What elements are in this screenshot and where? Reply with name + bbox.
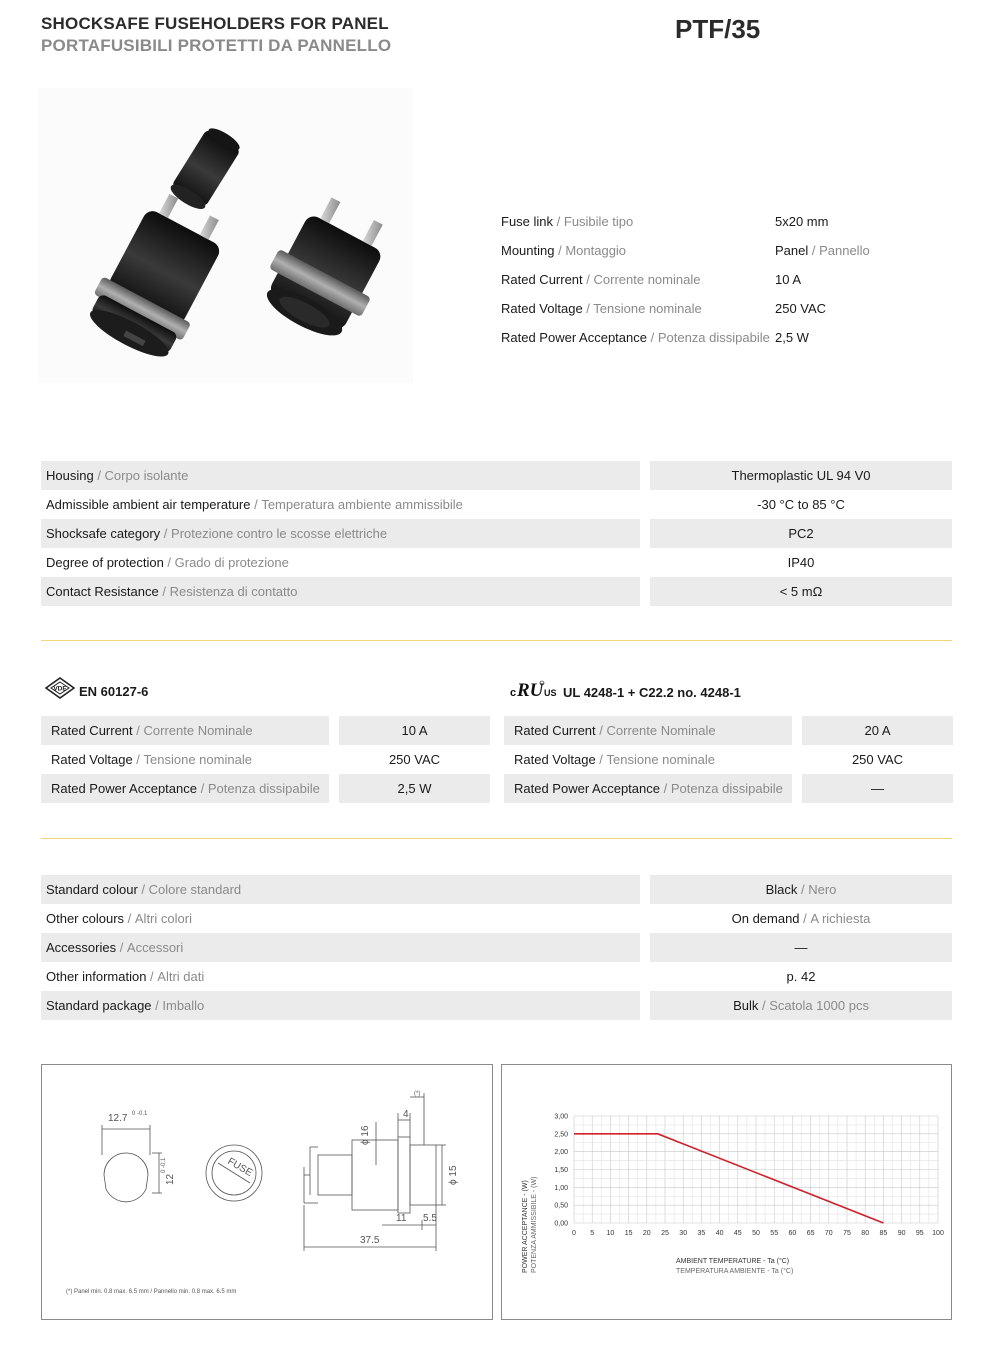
row-value: 10 A — [401, 723, 428, 738]
section-divider — [41, 838, 952, 839]
spec-label: Mounting — [501, 243, 555, 258]
row-label: Standard package — [46, 998, 152, 1013]
y-tick-label: 0,50 — [554, 1202, 568, 1210]
row-label-it: Tensione nominale — [606, 752, 715, 767]
row-value: PC2 — [788, 526, 814, 541]
x-tick-label: 25 — [661, 1230, 669, 1237]
row-label: Rated Current — [514, 723, 596, 738]
table-row: Accessories / Accessori — — [41, 933, 952, 962]
svg-text:VDE: VDE — [53, 685, 67, 692]
spec-row-power: Rated Power Acceptance / Potenza dissipabile 2,5 W — [501, 330, 809, 345]
spec-label-it: Corrente nominale — [593, 272, 701, 287]
row-label: Degree of protection — [46, 555, 164, 570]
x-tick-label: 65 — [806, 1230, 815, 1237]
spec-label-it: Montaggio — [565, 243, 627, 258]
table-row: Rated Voltage / Tensione nominale 250 VAC — [51, 752, 441, 767]
x-tick-label: 95 — [915, 1230, 924, 1237]
value-separator: / — [758, 998, 770, 1013]
x-tick-label: 5 — [590, 1230, 595, 1237]
ul-logo-icon — [509, 679, 559, 699]
product-code: PTF/35 — [675, 14, 761, 44]
row-value: 20 A — [864, 723, 891, 738]
row-value: Bulk — [733, 998, 759, 1013]
table-row: Rated Current / Corrente Nominale 10 A — [41, 716, 490, 745]
row-label-it: Corrente Nominale — [606, 723, 716, 738]
row-value: < 5 mΩ — [779, 584, 823, 599]
table-row: Rated Power Acceptance / Potenza dissipabile 2,5 W — [41, 774, 490, 803]
spec-value: 2,5 W — [775, 330, 809, 345]
row-label: Rated Power Acceptance — [51, 781, 197, 796]
dim-d16: ϕ 16 — [360, 1125, 371, 1145]
y-tick-label: 3,00 — [554, 1113, 568, 1121]
spec-value: Panel — [775, 243, 809, 258]
table-row: Admissible ambient air temperature / Temperatura ambiente ammissibile -30 °C to 85 °C — [46, 497, 845, 512]
table-row: Degree of protection / Grado di protezione IP40 — [46, 555, 815, 570]
row-label-it: Colore standard — [148, 882, 242, 897]
row-label: Contact Resistance — [46, 584, 159, 599]
x-tick-label: 15 — [624, 1230, 633, 1237]
spec-label-it: Tensione nominale — [593, 301, 702, 316]
table-row: Rated Voltage / Tensione nominale 250 VAC — [514, 752, 904, 767]
svg-text:RU: RU — [517, 680, 544, 699]
main-specs — [501, 207, 961, 352]
cert-vde-table — [41, 716, 490, 803]
table-row: Housing / Corpo isolante Thermoplastic UL 94 V0 — [41, 461, 952, 490]
row-label: Standard colour — [46, 882, 138, 897]
x-tick-label: 40 — [715, 1230, 724, 1237]
y-tick-label: 2,00 — [554, 1149, 568, 1157]
spec-value: 10 A — [775, 272, 802, 287]
spec-label: Rated Current — [501, 272, 583, 287]
table-row: Other information / Altri dati p. 42 — [46, 969, 816, 984]
spec-label: Rated Voltage — [501, 301, 583, 316]
row-label-it: Altri colori — [134, 911, 192, 926]
row-label: Accessories — [46, 940, 117, 955]
cert-ul-standard: UL 4248-1 + C22.2 no. 4248-1 — [563, 685, 741, 700]
table-row: Standard colour / Colore standard Black / Nero — [41, 875, 952, 904]
dim-width: 12.7 — [108, 1113, 128, 1124]
row-label: Housing — [46, 468, 94, 483]
dim-5-5: 5.5 — [423, 1213, 437, 1224]
technical-drawing-box — [41, 1064, 493, 1320]
table-row: Standard package / Imballo Bulk / Scatola 1000 pcs — [41, 991, 952, 1020]
row-label-it: Temperatura ambiente ammissibile — [261, 497, 463, 512]
derating-chart-box — [501, 1064, 952, 1320]
derating-chart — [502, 1065, 951, 1319]
row-value-it: A richiesta — [810, 911, 871, 926]
x-tick-label: 45 — [733, 1230, 742, 1237]
x-tick-label: 90 — [897, 1230, 906, 1237]
row-label-it: Protezione contro le scosse elettriche — [171, 526, 388, 541]
dim-d15: ϕ 15 — [448, 1165, 459, 1185]
y-tick-label: 0,00 — [554, 1220, 568, 1228]
table-row: Contact Resistance / Resistenza di contatto < 5 mΩ — [41, 577, 952, 606]
chart-grid — [574, 1116, 938, 1223]
dim-width-tol: 0 -0.1 — [132, 1111, 148, 1117]
row-label-it: Tensione nominale — [143, 752, 252, 767]
svg-text:US: US — [544, 688, 557, 698]
row-label-it: Potenza dissipabile — [670, 781, 783, 796]
x-tick-label: 35 — [697, 1230, 706, 1237]
y-axis-label: POWER ACCEPTANCE - (W) — [522, 1180, 529, 1273]
svg-text:c: c — [510, 687, 517, 699]
row-label: Admissible ambient air temperature — [46, 497, 251, 512]
spec-row-rated-current: Rated Current / Corrente nominale 10 A — [501, 272, 802, 287]
spec-row-mounting: Mounting / Montaggio Panel / Pannello — [501, 243, 870, 258]
row-label: Rated Power Acceptance — [514, 781, 660, 796]
row-label-it: Potenza dissipabile — [207, 781, 320, 796]
x-tick-label: 70 — [824, 1230, 833, 1237]
table-row: Rated Current / Corrente Nominale 20 A — [504, 716, 953, 745]
x-tick-label: 55 — [770, 1230, 779, 1237]
x-tick-label: 60 — [788, 1230, 797, 1237]
spec-row-rated-voltage: Rated Voltage / Tensione nominale 250 VAC — [501, 301, 827, 316]
cert-ul-table — [504, 716, 953, 803]
row-value: -30 °C to 85 °C — [757, 497, 845, 512]
x-tick-label: 20 — [642, 1230, 651, 1237]
x-axis-label: AMBIENT TEMPERATURE - Ta (°C) — [676, 1258, 790, 1265]
spec-label-it: Fusibile tipo — [563, 214, 634, 229]
row-label: Rated Current — [51, 723, 133, 738]
row-label-it: Altri dati — [157, 969, 205, 984]
product-photo — [38, 88, 413, 383]
x-tick-label: 10 — [606, 1230, 615, 1237]
y-axis-label-it: POTENZA AMMISSIBILE - (W) — [531, 1176, 538, 1273]
title-italian: PORTAFUSIBILI PROTETTI DA PANNELLO — [41, 36, 392, 55]
row-value: 250 VAC — [851, 752, 904, 767]
dim-height-tol: 0 -0.1 — [161, 1157, 167, 1173]
row-label: Rated Voltage — [51, 752, 133, 767]
row-label-it: Corrente Nominale — [143, 723, 253, 738]
row-label-it: Imballo — [162, 998, 205, 1013]
table-row: Shocksafe category / Protezione contro le scosse elettriche PC2 — [41, 519, 952, 548]
x-tick-label: 80 — [861, 1230, 870, 1237]
row-value: IP40 — [787, 555, 815, 570]
x-tick-label: 100 — [932, 1230, 944, 1237]
x-tick-label: 0 — [572, 1230, 576, 1237]
x-tick-label: 50 — [752, 1230, 760, 1237]
row-value-it: Nero — [808, 882, 837, 897]
row-value: Black — [765, 882, 798, 897]
drawing-note: (*) Panel min. 0.8 max. 6.5 mm / Pannello min. 0.8 max. 6.5 mm — [66, 1289, 237, 1295]
row-label: Shocksafe category — [46, 526, 161, 541]
spec-value-it: Pannello — [819, 243, 870, 258]
x-axis-ticks — [572, 1230, 944, 1237]
x-axis-label-it: TEMPERATURA AMBIENTE - Ta (°C) — [676, 1268, 794, 1275]
spec-row-fuse-link: Fuse link / Fusibile tipo 5x20 mm — [501, 214, 829, 229]
spec-label: Rated Power Acceptance — [501, 330, 647, 345]
row-value: — — [794, 940, 808, 955]
row-value: — — [871, 781, 884, 796]
x-tick-label: 75 — [843, 1230, 851, 1237]
table-row: Rated Power Acceptance / Potenza dissipabile — — [504, 774, 953, 803]
row-label-it: Accessori — [126, 940, 184, 955]
y-tick-label: 2,50 — [554, 1131, 568, 1139]
cert-vde-heading — [45, 676, 148, 699]
row-label-it: Corpo isolante — [104, 468, 189, 483]
technical-drawing — [42, 1065, 492, 1319]
row-value: 2,5 W — [397, 781, 432, 796]
spec-label: Fuse link — [501, 214, 554, 229]
row-label: Other colours — [46, 911, 125, 926]
row-label: Other information — [46, 969, 147, 984]
table-row: Other colours / Altri colori On demand / A richiesta — [46, 911, 871, 926]
misc-table — [41, 875, 952, 1020]
dim-4: 4 — [403, 1109, 409, 1120]
row-value-it: Scatola 1000 pcs — [769, 998, 869, 1013]
y-tick-label: 1,00 — [554, 1184, 568, 1192]
dim-star: (*) — [414, 1091, 421, 1097]
section-divider — [41, 640, 952, 641]
row-value: p. 42 — [786, 969, 816, 984]
dim-11: 11 — [396, 1213, 407, 1224]
properties-table — [41, 461, 952, 606]
row-label-it: Resistenza di contatto — [169, 584, 298, 599]
cap-label: FUSE — [225, 1156, 255, 1179]
y-tick-label: 1,50 — [554, 1167, 568, 1174]
dim-height: 12 — [165, 1173, 176, 1185]
value-separator: / — [799, 911, 811, 926]
vde-logo-icon — [45, 677, 75, 699]
title-english: SHOCKSAFE FUSEHOLDERS FOR PANEL — [41, 14, 389, 33]
spec-label-it: Potenza dissipabile — [657, 330, 770, 345]
cert-ul-heading — [509, 678, 741, 700]
dim-37-5: 37.5 — [360, 1235, 380, 1246]
cert-vde-standard: EN 60127-6 — [79, 684, 149, 699]
row-value: On demand — [731, 911, 800, 926]
spec-value: 5x20 mm — [775, 214, 829, 229]
value-separator: / — [797, 882, 809, 897]
y-axis-ticks — [554, 1114, 568, 1228]
spec-value: 250 VAC — [775, 301, 827, 316]
row-value: 250 VAC — [388, 752, 441, 767]
x-tick-label: 30 — [679, 1230, 688, 1237]
row-value: Thermoplastic UL 94 V0 — [731, 468, 871, 483]
x-tick-label: 85 — [879, 1230, 888, 1237]
row-label: Rated Voltage — [514, 752, 596, 767]
row-label-it: Grado di protezione — [174, 555, 289, 570]
